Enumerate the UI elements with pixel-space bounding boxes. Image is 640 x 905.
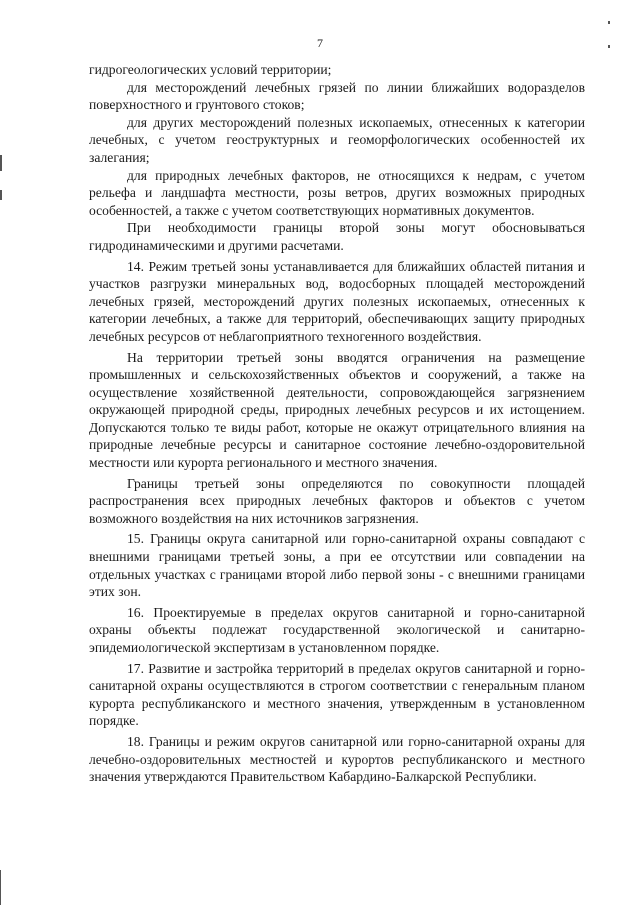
paragraph-natural-factors: для природных лечебных факторов, не относящихся к недрам, с учетом рельефа и ландшафта местности, розы ветров, других возможных природных особенностей, а также с учетом соответствующих нормативных документов. — [89, 167, 585, 218]
paragraph-second-zone-calculations: При необходимости границы второй зоны могут обосновываться гидродинамическими и другими расчетами. — [89, 220, 585, 253]
document-body — [89, 61, 585, 786]
paragraph-third-zone-restrictions: На территории третьей зоны вводятся ограничения на размещение промышленных и сельскохозяйственных объектов и сооружений, а также на осуществление хозяйственной деятельности, сопровождающейся загрязнением окружающей природной среды, природных лечебных ресурсов и их истощением. Допускаются только те виды работ, которые не окажут отрицательного влияния на природные лечебные ресурсы и санитарное состояние лечебно-оздоровительной местности или курорта регионального и местного значения. — [89, 349, 585, 471]
scan-mark — [0, 870, 1, 905]
paragraph-continuation: гидрогеологических условий территории; — [89, 62, 332, 77]
paragraph-mineral-deposits: для других месторождений полезных ископаемых, отнесенных к категории лечебных, с учетом геоструктурных и геоморфологических особенностей их залегания; — [89, 114, 585, 165]
paragraph-17-development: 17. Развитие и застройка территорий в пределах округов санитарной и горно-санитарной охраны осуществляются в строгом соответствии с генеральным планом курорта республиканского и местного значения, утвержденным в установленном порядке. — [89, 660, 585, 729]
scan-mark — [0, 190, 2, 200]
scan-mark — [608, 21, 610, 24]
paragraph-14-third-zone: 14. Режим третьей зоны устанавливается для ближайших областей питания и участков разгрузки минеральных вод, водосборных площадей месторождений лечебных грязей, месторождений других полезных ископаемых, отнесенных к категории лечебных, а также для территорий, обеспечивающих защиту природных лечебных ресурсов от неблагоприятного техногенного воздействия. — [89, 258, 585, 344]
scan-mark — [540, 546, 542, 548]
page-number: 7 — [317, 36, 323, 50]
scan-mark — [0, 155, 2, 171]
paragraph-third-zone-boundaries: Границы третьей зоны определяются по совокупности площадей распространения всех природных лечебных факторов и объектов с учетом возможного воздействия на них источников загрязнения. — [89, 475, 585, 526]
paragraph-mud-deposits: для месторождений лечебных грязей по линии ближайших водоразделов поверхностного и грунтового стоков; — [89, 79, 585, 113]
paragraph-15-district-boundaries: 15. Границы округа санитарной или горно-санитарной охраны совпадают с внешними границами третьей зоны, а при ее отсутствии или совпадении на отдельных участках с границами второй либо первой зоны - с внешними границами этих зон. — [89, 531, 585, 600]
paragraph-18-approval: 18. Границы и режим округов санитарной или горно-санитарной охраны для лечебно-оздоровительных местностей и курортов республиканского и местного значения утверждаются Правительством Кабардино-Балкарской Республики. — [89, 733, 585, 785]
scan-mark — [608, 45, 610, 48]
paragraph-16-expertise: 16. Проектируемые в пределах округов санитарной и горно-санитарной охраны объекты подлежат государственной экологической и санитарно-эпидемиологической экспертизам в установленном порядке. — [89, 604, 585, 655]
